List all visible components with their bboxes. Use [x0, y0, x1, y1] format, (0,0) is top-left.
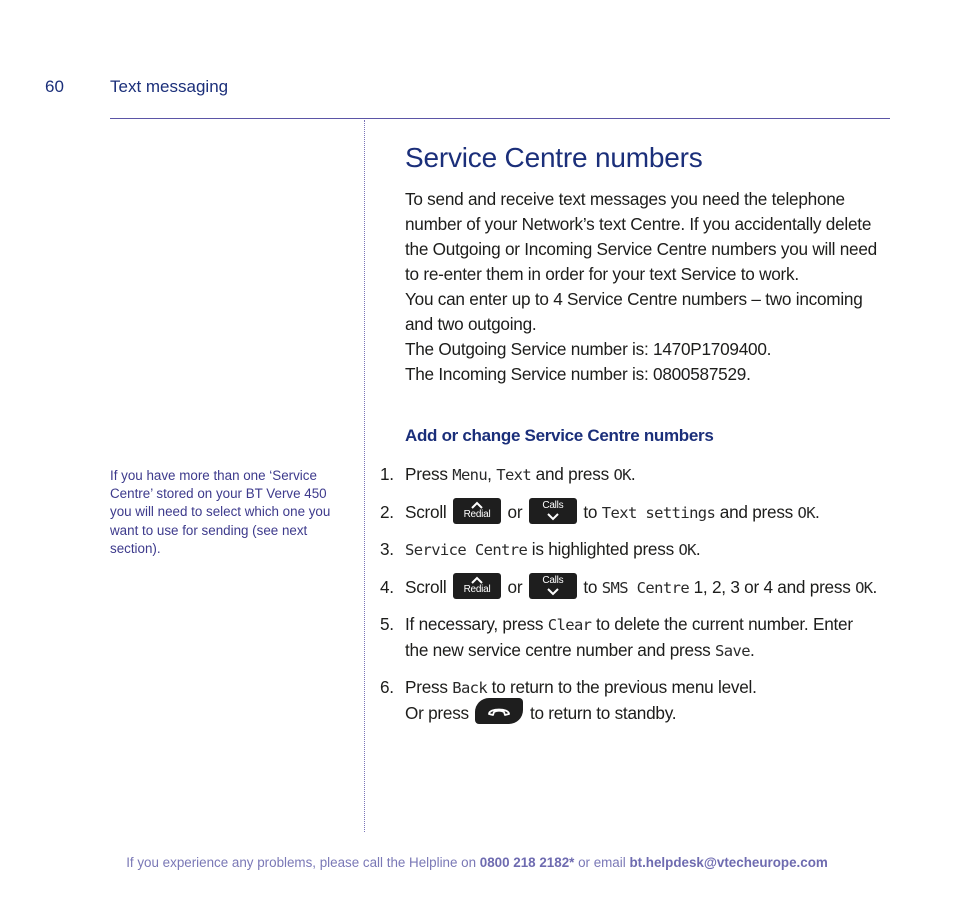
step-text: Press	[405, 464, 453, 484]
back-softkey-label: Back	[452, 679, 488, 697]
step-text: Or press	[405, 703, 474, 723]
service-centre-label: Service Centre	[405, 541, 528, 559]
text-menu-label: Text	[496, 466, 532, 484]
chevron-down-icon	[547, 513, 559, 521]
chevron-up-icon	[471, 576, 483, 584]
step-text: If necessary, press	[405, 614, 548, 634]
subheading: Add or change Service Centre numbers	[405, 426, 714, 445]
step-text: .	[695, 539, 701, 559]
step-text: and press	[772, 577, 856, 597]
ok-softkey-label: OK	[678, 541, 696, 559]
step-text: ,	[487, 464, 497, 484]
page-heading: Service Centre numbers	[405, 142, 703, 173]
step-1	[380, 462, 635, 488]
footer-text: If you experience any problems, please call the Helpline on	[126, 855, 480, 870]
section-title: Text messaging	[110, 77, 229, 96]
step-number: 1.	[380, 464, 394, 484]
step-2	[380, 500, 820, 526]
calls-key-label: Calls	[542, 500, 564, 512]
page-number: 60	[45, 77, 64, 96]
step-text: .	[749, 640, 755, 660]
step-5	[380, 612, 853, 664]
end-call-icon	[486, 703, 512, 719]
redial-key-label: Redial	[463, 509, 491, 521]
column-divider	[364, 120, 365, 832]
step-text: to return to the previous menu level.	[487, 677, 757, 697]
redial-key	[453, 498, 501, 524]
step-4	[380, 575, 877, 601]
step-text: Scroll	[405, 502, 452, 522]
step-text: and press	[531, 464, 614, 484]
intro-text	[405, 187, 893, 387]
step-text: to	[578, 577, 602, 597]
text-settings-label: Text settings	[601, 504, 716, 522]
step-number: 4.	[380, 577, 394, 597]
step-text: .	[630, 464, 636, 484]
clear-softkey-label: Clear	[547, 616, 592, 634]
menu-softkey-label: Menu	[452, 466, 488, 484]
ok-softkey-label: OK	[613, 466, 631, 484]
redial-key	[453, 573, 501, 599]
end-call-key	[475, 698, 523, 724]
calls-key-label: Calls	[542, 575, 564, 587]
chevron-up-icon	[471, 501, 483, 509]
step-text: or	[503, 577, 527, 597]
outgoing-number-line: The Outgoing Service number is: 1470P1709400.	[405, 339, 772, 359]
step-text: Scroll	[405, 577, 452, 597]
chevron-down-icon	[547, 588, 559, 596]
step-text: to delete the current number. Enter	[591, 614, 853, 634]
step-text: Press	[405, 677, 453, 697]
footer-helpline	[0, 855, 954, 870]
step-number: 3.	[380, 539, 394, 559]
step-3	[380, 537, 700, 563]
calls-key	[529, 573, 577, 599]
intro-paragraph: To send and receive text messages you need the telephone number of your Network’s text Centre. If you accidentally delete the Outgoing or Incoming Service Centre numbers you will need to re-enter them in order for your text Service to work.	[405, 189, 877, 284]
side-note: If you have more than one ‘Service Centre’ stored on your BT Verve 450 you will need to select which one you want to use for sending (see next section).	[110, 468, 331, 556]
intro-paragraph: You can enter up to 4 Service Centre numbers – two incoming and two outgoing.	[405, 289, 863, 334]
step-text: to return to standby.	[525, 703, 677, 723]
step-text: 1, 2, 3 or 4	[689, 577, 773, 597]
step-6	[380, 675, 757, 727]
helpline-phone: 0800 218 2182*	[479, 855, 575, 870]
step-number: 5.	[380, 614, 394, 634]
sms-centre-label: SMS Centre	[601, 579, 690, 597]
step-text: .	[872, 577, 878, 597]
step-number: 6.	[380, 677, 394, 697]
redial-key-label: Redial	[463, 584, 491, 596]
step-text: and press	[715, 502, 798, 522]
step-text: the new service centre number and press	[405, 640, 716, 660]
step-text: to	[578, 502, 602, 522]
ok-softkey-label: OK	[855, 579, 873, 597]
footer-text: or email	[574, 855, 630, 870]
step-text: is highlighted press	[527, 539, 679, 559]
helpdesk-email: bt.helpdesk@vtecheurope.com	[629, 855, 828, 870]
calls-key	[529, 498, 577, 524]
incoming-number-line: The Incoming Service number is: 0800587529.	[405, 364, 751, 384]
ok-softkey-label: OK	[797, 504, 816, 522]
step-number: 2.	[380, 502, 394, 522]
header-rule	[110, 118, 890, 119]
step-text: .	[815, 502, 820, 522]
step-text: or	[503, 502, 527, 522]
save-softkey-label: Save	[715, 642, 750, 660]
